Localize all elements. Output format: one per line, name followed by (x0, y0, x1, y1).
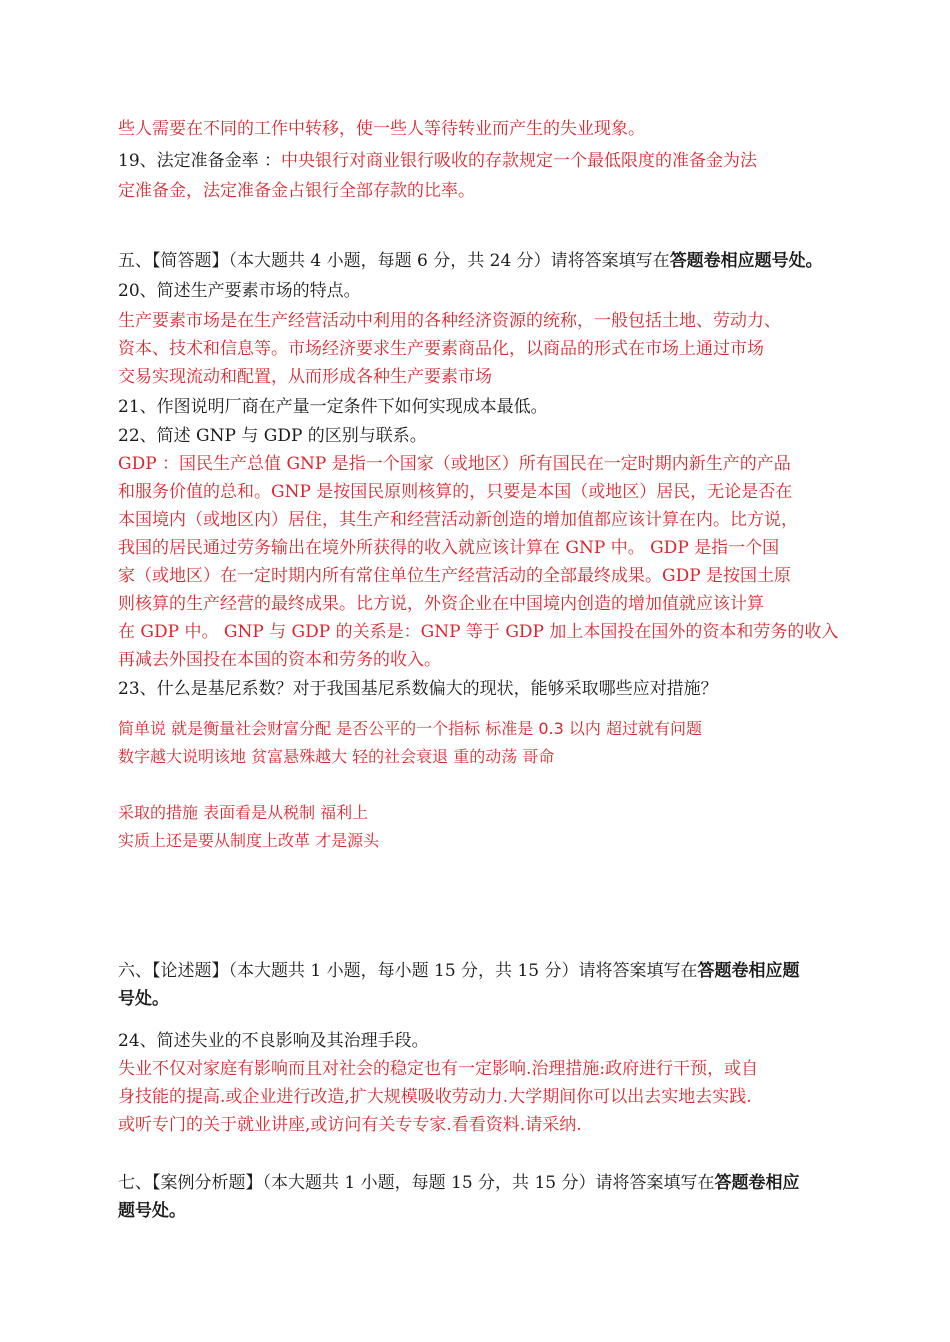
answer-20-line-1: 生产要素市场是在生产经营活动中利用的各种经济资源的统称，一般包括土地、劳动力、 (118, 311, 781, 331)
answer-22-line-2: 和服务价值的总和。GNP 是按国民原则核算的，只要是本国（或地区）居民，无论是否在 (118, 482, 793, 502)
answer-22-line-3: 本国境内（或地区内）居住，其生产和经营活动新创造的增加值都应该计算在内。比方说， (118, 510, 798, 530)
answer-24-line-2: 身技能的提高.或企业进行改造,扩大规模吸收劳动力.大学期间你可以出去实地去实践. (118, 1087, 752, 1107)
answer-22-line-8: 再减去外国投在本国的资本和劳务的收入。 (118, 650, 441, 670)
section-5-heading-bold: 答题卷相应题号处。 (669, 251, 823, 271)
answer-23-line-1: 简单说 就是衡量社会财富分配 是否公平的一个指标 标准是 0.3 以内 超过就有问题 (118, 719, 702, 738)
answer-22-line-6: 则核算的生产经营的最终成果。比方说，外资企业在中国境内创造的增加值就应该计算 (118, 594, 764, 614)
answer-22-line-5: 家（或地区）在一定时期内所有常住单位生产经营活动的全部最终成果。GDP 是按国土原 (118, 566, 792, 586)
section-6-heading-text: 六、【论述题】（本大题共 1 小题，每小题 15 分，共 15 分）请将答案填写在 (118, 961, 698, 981)
section-5-heading-text: 五、【简答题】（本大题共 4 小题，每题 6 分，共 24 分）请将答案填写在 (118, 251, 670, 271)
answer-24-line-1: 失业不仅对家庭有影响而且对社会的稳定也有一定影响.治理措施:政府进行干预，或自 (118, 1059, 759, 1079)
answer-20-line-3: 交易实现流动和配置，从而形成各种生产要素市场 (118, 367, 492, 387)
answer-22-line-4: 我国的居民通过劳务输出在境外所获得的收入就应该计算在 GNP 中。 GDP 是指一个国 (118, 538, 780, 558)
section-7-heading-bold: 答题卷相应 (714, 1173, 800, 1193)
question-19 (118, 150, 757, 174)
section-5-heading (118, 250, 823, 274)
section-6-heading-bold: 答题卷相应题 (697, 961, 800, 981)
answer-20-line-2: 资本、技术和信息等。市场经济要求生产要素商品化，以商品的形式在市场上通过市场 (118, 339, 764, 359)
question-21: 21、作图说明厂商在产量一定条件下如何实现成本最低。 (118, 397, 548, 417)
question-20: 20、简述生产要素市场的特点。 (118, 281, 361, 301)
question-22: 22、简述 GNP 与 GDP 的区别与联系。 (118, 426, 427, 446)
answer-22-line-1: GDP ：国民生产总值 GNP 是指一个国家（或地区）所有国民在一定时期内新生产的产品 (118, 454, 791, 474)
question-23: 23、什么是基尼系数？对于我国基尼系数偏大的现状，能够采取哪些应对措施？ (118, 679, 718, 699)
answer-23-line-2: 数字越大说明该地 贫富悬殊越大 轻的社会衰退 重的动荡 哥命 (118, 747, 555, 766)
answer-19-line-1: 中央银行对商业银行吸收的存款规定一个最低限度的准备金为法 (281, 151, 758, 171)
question-19-label: 19、法定准备金率 ： (118, 151, 282, 171)
section-6-heading-bold-line-2: 号处。 (118, 989, 169, 1009)
section-7-heading-text: 七、【案例分析题】（本大题共 1 小题，每题 15 分，共 15 分）请将答案填写在 (118, 1173, 715, 1193)
section-7-heading-bold-line-2: 题号处。 (118, 1201, 186, 1221)
section-7-heading (118, 1172, 800, 1196)
answer-23-line-4: 实质上还是要从制度上改革 才是源头 (118, 831, 380, 850)
section-6-heading (118, 960, 800, 984)
answer-24-line-3: 或听专门的关于就业讲座,或访问有关专专家.看看资料.请采纳. (118, 1115, 582, 1135)
question-24: 24、简述失业的不良影响及其治理手段。 (118, 1031, 429, 1051)
answer-22-line-7: 在 GDP 中。 GNP 与 GDP 的关系是：GNP 等于 GDP 加上本国投在国外的资本和劳务的收入 (118, 622, 839, 642)
answer-23-line-3: 采取的措施 表面看是从税制 福利上 (118, 803, 369, 822)
answer-19-line-2: 定准备金，法定准备金占银行全部存款的比率。 (118, 181, 475, 201)
answer-18-continuation: 些人需要在不同的工作中转移，使一些人等待转业而产生的失业现象。 (118, 119, 645, 139)
